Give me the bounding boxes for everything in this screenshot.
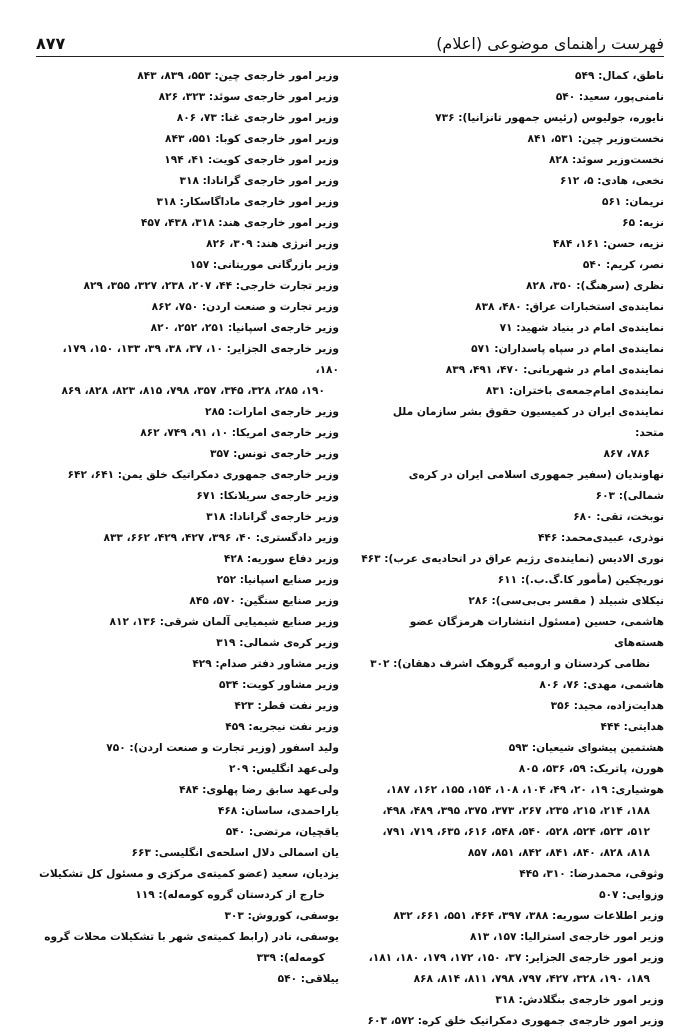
- index-entry: [361, 507, 664, 528]
- index-entry-continuation: ۱۸۸، ۲۱۴، ۲۱۵، ۲۳۵، ۲۶۷، ۳۷۳، ۳۷۵، ۳۹۵، ۴۸۹، ۴۹۸،: [382, 805, 650, 817]
- index-entry: [361, 864, 664, 885]
- index-entry: [361, 66, 664, 87]
- index-entry: [36, 906, 339, 927]
- index-entry: [36, 843, 339, 864]
- index-entry: [361, 528, 664, 549]
- index-entry: [36, 570, 339, 591]
- index-entry-text: نزیه، حسن: ۱۶۱، ۴۸۴: [552, 238, 664, 250]
- index-entry-text: یوسفی، نادر (رابط کمیته‌ی شهر با تشکیلات محلات گروه: [44, 931, 339, 943]
- index-entry-continuation: خارج از کردستان گروه کومه‌له): ۱۱۹: [135, 889, 325, 901]
- index-entry-text: نظری (سرهنگ): ۳۵۰، ۸۲۸: [526, 280, 664, 292]
- index-entry-text: وزیر امور خارجه‌ی کویت: ۴۱، ۱۹۴: [164, 154, 339, 166]
- index-entry-text: وزیر خارجه‌ی سریلانکا: ۶۷۱: [196, 490, 339, 502]
- index-entry-text: وزیر نفت قطر: ۴۲۳: [234, 700, 339, 712]
- index-entry-text: نخست‌وزیر چین: ۵۳۱، ۸۴۱: [527, 133, 664, 145]
- index-entry-text: نامنی‌پور، سعید: ۵۴۰: [555, 91, 664, 103]
- index-columns: [36, 66, 664, 1032]
- index-entry-text: وزیر مشاور دفتر صدام: ۴۲۹: [192, 658, 339, 670]
- index-entry: [36, 780, 339, 801]
- index-entry-text: نریمان: ۵۶۱: [602, 196, 664, 208]
- index-entry-text: وزیر امور خارجه‌ی چین: ۵۵۳، ۸۳۹، ۸۴۳: [137, 70, 339, 82]
- index-entry: [361, 591, 664, 612]
- index-entry-text: وزیر خارجه‌ی اسپانیا: ۲۵۱، ۲۵۲، ۸۲۰: [150, 322, 339, 334]
- index-entry-text: یوسفی، کوروش: ۳۰۳: [224, 910, 339, 922]
- index-entry-text: وزیر کره‌ی شمالی: ۳۱۹: [216, 637, 339, 649]
- index-entry-text: وزیر امور خارجه‌ی جمهوری دمکراتیک خلق کره: ۵۷۲، ۶۰۳: [367, 1015, 664, 1027]
- index-entry: [361, 129, 664, 150]
- index-entry: [36, 591, 339, 612]
- index-entry: [36, 633, 339, 654]
- index-entry-text: نماینده‌ی استخبارات عراق: ۴۸۰، ۸۳۸: [475, 301, 664, 313]
- index-entry: [361, 402, 664, 465]
- index-entry-text: ولی‌عهد سابق رضا پهلوی: ۴۸۴: [179, 784, 339, 796]
- index-entry: [36, 927, 339, 969]
- index-entry-text: وزیر خارجه‌ی امارات: ۲۸۵: [205, 406, 339, 418]
- index-entry-text: هوشیاری: ۱۹، ۲۰، ۴۹، ۱۰۴، ۱۰۸، ۱۵۴، ۱۵۵، ۱۶۲، ۱۸۷،: [386, 784, 664, 796]
- index-entry-text: وزیر خارجه‌ی جمهوری دمکراتیک خلق یمن: ۶۴۱، ۶۴۲: [67, 469, 339, 481]
- index-entry-text: وزیر خارجه‌ی امریکا: ۱۰، ۹۱، ۷۴۹، ۸۶۲: [140, 427, 339, 439]
- index-entry: [361, 192, 664, 213]
- index-entry-text: وزیر اطلاعات سوریه: ۳۸۸، ۳۹۷، ۴۶۴، ۵۵۱، ۶۶۱، ۸۳۲: [393, 910, 664, 922]
- index-entry: [361, 759, 664, 780]
- index-entry: [361, 297, 664, 318]
- index-entry-text: وزیر امور خارجه‌ی هند: ۳۱۸، ۴۳۸، ۴۵۷: [140, 217, 339, 229]
- index-entry-text: وزیر صنایع اسپانیا: ۲۵۲: [216, 574, 339, 586]
- index-entry-text: نوذری، عبیدی‌محمد: ۴۴۶: [537, 532, 664, 544]
- index-entry-text: وثوقی، محمدرضا: ۳۱۰، ۴۴۵: [519, 868, 664, 880]
- index-entry: [361, 108, 664, 129]
- index-entry: [361, 948, 664, 990]
- index-entry-text: وزیر دادگستری: ۴۰، ۳۹۶، ۴۲۷، ۴۲۹، ۶۶۲، ۸۳۳: [103, 532, 339, 544]
- index-entry-text: هشتمین پیشوای شیعیان: ۵۹۳: [508, 742, 664, 754]
- index-entry: [361, 87, 664, 108]
- index-entry-text: نوریچکین (مأمور کا.گ.ب.): ۶۱۱: [497, 574, 664, 586]
- index-entry: [36, 150, 339, 171]
- index-entry: [36, 696, 339, 717]
- index-entry-text: وزیر تجارت خارجی: ۴۴، ۲۰۷، ۲۳۸، ۳۲۷، ۳۵۵، ۸۲۹: [83, 280, 339, 292]
- index-entry: [361, 906, 664, 927]
- index-entry: [36, 801, 339, 822]
- index-entry: [36, 486, 339, 507]
- index-entry-continuation: ۸۱۸، ۸۲۸، ۸۴۰، ۸۴۱، ۸۴۲، ۸۵۱، ۸۵۷: [467, 847, 650, 859]
- index-entry-text: نخست‌وزیر سوئد: ۸۲۸: [548, 154, 664, 166]
- index-entry: [36, 234, 339, 255]
- index-entry-text: نزیه: ۶۵: [622, 217, 664, 229]
- index-entry: [361, 570, 664, 591]
- index-entry: [36, 318, 339, 339]
- index-entry-continuation: کومه‌له): ۳۳۹: [256, 952, 325, 964]
- index-column-right: [361, 66, 664, 1032]
- page-number: ۸۷۷: [36, 33, 66, 53]
- index-entry-text: ولید اسفور (وزیر تجارت و صنعت اردن): ۷۵۰: [106, 742, 339, 754]
- index-entry: [36, 507, 339, 528]
- index-entry: [361, 234, 664, 255]
- index-entry-text: نصر، کریم: ۵۴۰: [582, 259, 664, 271]
- index-entry: [361, 318, 664, 339]
- index-entry-text: ولی‌عهد انگلیس: ۲۰۹: [228, 763, 339, 775]
- index-entry-text: وزیر امور خارجه‌ی ماداگاسکار: ۳۱۸: [156, 196, 339, 208]
- index-entry: [361, 255, 664, 276]
- index-entry: [361, 1011, 664, 1032]
- index-entry-text: وزیر امور خارجه‌ی سوئد: ۳۲۳، ۸۲۶: [158, 91, 339, 103]
- index-column-left: [36, 66, 339, 1032]
- index-entry-text: نایوره، جولیوس (رئیس جمهور تانزانیا): ۷۳۶: [435, 112, 664, 124]
- running-title: فهرست راهنمای موضوعی (اعلام): [436, 33, 664, 53]
- index-entry: [361, 276, 664, 297]
- index-entry: [361, 381, 664, 402]
- index-entry: [361, 990, 664, 1011]
- index-entry-text: هاشمی، حسین (مسئول انتشارات هرمزگان عضو هسته‌های: [409, 616, 664, 649]
- index-entry-text: وزیر خارجه‌ی گرانادا: ۳۱۸: [206, 511, 339, 523]
- index-entry: [361, 465, 664, 507]
- index-entry: [361, 549, 664, 570]
- index-entry-text: وزیر مشاور کویت: ۵۳۴: [219, 679, 339, 691]
- index-entry-text: یاقچیان، مرتضی: ۵۴۰: [225, 826, 339, 838]
- index-entry: [36, 969, 339, 990]
- index-entry: [361, 360, 664, 381]
- index-entry: [36, 444, 339, 465]
- index-entry-text: یاراحمدی، ساسان: ۴۶۸: [217, 805, 339, 817]
- index-entry: [36, 339, 339, 402]
- index-entry: [36, 822, 339, 843]
- index-entry: [36, 192, 339, 213]
- index-entry-text: وزیر صنایع شیمیایی آلمان شرقی: ۱۳۶، ۸۱۲: [109, 616, 339, 628]
- index-entry-text: نخعی، هادی: ۵، ۶۱۲: [559, 175, 664, 187]
- index-entry: [361, 150, 664, 171]
- index-entry-text: وزیر نفت نیجریه: ۴۵۹: [225, 721, 339, 733]
- index-entry-text: ییلاقی: ۵۴۰: [277, 973, 339, 985]
- index-entry: [36, 717, 339, 738]
- index-entry: [36, 528, 339, 549]
- index-entry-continuation: ۱۹۰، ۲۸۵، ۳۲۸، ۳۴۵، ۳۵۷، ۷۹۸، ۸۱۵، ۸۲۳، ۸۲۸، ۸۶۹: [61, 385, 325, 397]
- index-entry-text: نیکلای شبیلد ( مفسر بی‌بی‌سی): ۲۸۶: [468, 595, 664, 607]
- index-entry-text: هدایت‌زاده، مجید: ۳۵۶: [550, 700, 664, 712]
- index-entry-text: هورن، پاتریک: ۵۹، ۵۳۶، ۸۰۵: [518, 763, 664, 775]
- index-entry: [36, 675, 339, 696]
- index-entry-text: وزیر امور خارجه‌ی غنا: ۷۳، ۸۰۶: [176, 112, 339, 124]
- index-entry: [36, 108, 339, 129]
- index-entry-text: نوری الادیس (نماینده‌ی رژیم عراق در اتحادیه‌ی عرب): ۴۶۳: [361, 553, 664, 565]
- index-entry-text: نهاوندیان (سفیر جمهوری اسلامی ایران در کره‌ی شمالی): ۶۰۳: [408, 469, 664, 502]
- index-entry: [36, 612, 339, 633]
- index-entry-text: هدایتی: ۴۴۴: [600, 721, 664, 733]
- index-entry-text: وزیر خارجه‌ی الجزایر: ۱۰، ۳۷، ۳۸، ۳۹، ۱۳۳، ۱۵۰، ۱۷۹، ۱۸۰،: [62, 343, 339, 376]
- index-entry: [36, 465, 339, 486]
- index-entry-continuation: ۵۱۲، ۵۲۳، ۵۲۴، ۵۲۸، ۵۴۰، ۵۴۸، ۶۱۶، ۶۳۵، ۷۱۹، ۷۹۱،: [382, 826, 650, 838]
- index-entry-continuation: ۱۸۹، ۱۹۰، ۳۲۸، ۴۲۷، ۷۹۷، ۷۹۸، ۸۱۱، ۸۱۴، ۸۶۸: [413, 973, 650, 985]
- index-entry: [36, 129, 339, 150]
- index-entry-text: وزوایی: ۵۰۷: [599, 889, 664, 901]
- index-entry-text: نماینده‌ی امام‌جمعه‌ی باختران: ۸۳۱: [485, 385, 664, 397]
- index-entry: [361, 339, 664, 360]
- index-entry-text: وزیر امور خارجه‌ی الجزایر: ۳۷، ۱۵۰، ۱۷۲، ۱۷۹، ۱۸۰، ۱۸۱،: [368, 952, 664, 964]
- index-entry: [36, 402, 339, 423]
- index-entry-text: یزدیان، سعید (عضو کمیته‌ی مرکزی و مسئول کل تشکیلات: [39, 868, 339, 880]
- index-entry: [36, 654, 339, 675]
- index-entry-text: یان اسمالی دلال اسلحه‌ی انگلیسی: ۶۶۳: [131, 847, 339, 859]
- index-entry: [361, 885, 664, 906]
- index-entry-text: وزیر خارجه‌ی تونس: ۳۵۷: [209, 448, 339, 460]
- index-entry-text: وزیر انرژی هند: ۳۰۹، ۸۲۶: [206, 238, 339, 250]
- index-entry-text: وزیر صنایع سنگین: ۵۷۰، ۸۴۵: [189, 595, 339, 607]
- index-entry: [361, 780, 664, 864]
- index-entry: [361, 213, 664, 234]
- index-entry-text: ناطق، کمال: ۵۴۹: [575, 70, 664, 82]
- index-entry: [361, 738, 664, 759]
- index-entry-continuation: ۷۸۶، ۸۶۷: [603, 448, 650, 460]
- index-entry: [361, 171, 664, 192]
- index-entry: [36, 255, 339, 276]
- index-entry-text: هاشمی، مهدی: ۷۶، ۸۰۶: [539, 679, 664, 691]
- index-entry-text: نماینده‌ی امام در بنیاد شهید: ۷۱: [499, 322, 664, 334]
- index-entry-text: وزیر بازرگانی موریتانی: ۱۵۷: [189, 259, 339, 271]
- index-entry: [361, 717, 664, 738]
- index-entry: [36, 87, 339, 108]
- index-entry-text: نماینده‌ی ایران در کمیسیون حقوق بشر سازمان ملل متحد:: [392, 406, 664, 439]
- index-entry-text: وزیر تجارت و صنعت اردن: ۷۵۰، ۸۶۲: [151, 301, 339, 313]
- index-entry: [36, 423, 339, 444]
- index-entry-text: وزیر دفاع سوریه: ۴۲۸: [223, 553, 339, 565]
- index-entry: [361, 612, 664, 675]
- index-entry: [361, 696, 664, 717]
- page-header: [36, 30, 664, 57]
- index-entry-text: نوبخت، تقی: ۶۸۰: [573, 511, 664, 523]
- index-entry: [361, 927, 664, 948]
- index-entry: [36, 759, 339, 780]
- index-entry: [36, 549, 339, 570]
- index-entry: [36, 297, 339, 318]
- index-entry: [36, 864, 339, 906]
- index-entry: [36, 276, 339, 297]
- index-entry-text: نماینده‌ی امام در سپاه پاسداران: ۵۷۱: [471, 343, 664, 355]
- index-entry: [36, 66, 339, 87]
- index-entry: [361, 675, 664, 696]
- index-entry-continuation: نظامی کردستان و ارومیه گروهک اشرف دهقان): ۳۰۲: [370, 658, 650, 670]
- index-entry-text: وزیر امور خارجه‌ی استرالیا: ۱۵۷، ۸۱۳: [469, 931, 664, 943]
- index-entry-text: نماینده‌ی امام در شهربانی: ۴۷۰، ۴۹۱، ۸۳۹: [445, 364, 664, 376]
- index-entry: [36, 213, 339, 234]
- index-entry: [36, 738, 339, 759]
- index-entry-text: وزیر امور خارجه‌ی گرانادا: ۳۱۸: [179, 175, 339, 187]
- index-entry: [36, 171, 339, 192]
- index-entry-text: وزیر امور خارجه‌ی کوبا: ۵۵۱، ۸۴۳: [165, 133, 339, 145]
- index-entry-text: وزیر امور خارجه‌ی بنگلادش: ۳۱۸: [495, 994, 664, 1006]
